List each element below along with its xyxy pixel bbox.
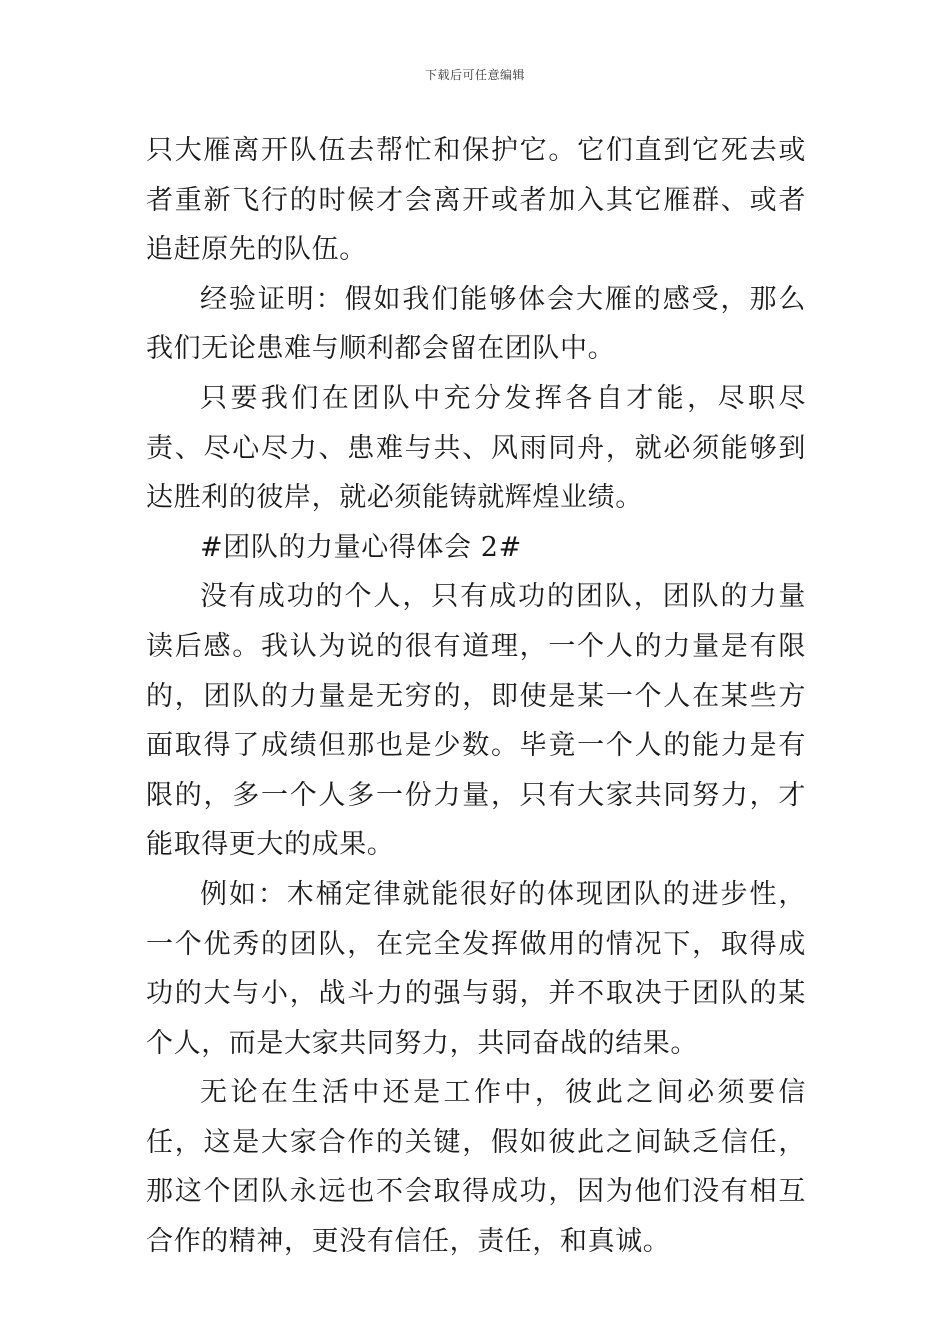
- page-header-note: 下载后可任意编辑: [424, 68, 525, 82]
- paragraph: 例如：木桶定律就能很好的体现团队的进步性，一个优秀的团队，在完全发挥做用的情况下，取得成功的大与小，战斗力的强与弱，并不取决于团队的某个人，而是大家共同努力，共同奋战的结果。: [146, 878, 806, 1059]
- paragraph: 只要我们在团队中充分发挥各自才能，尽职尽责、尽心尽力、患难与共、风雨同舟，就必须能够到达胜利的彼岸，就必须能铸就辉煌业绩。: [146, 382, 806, 514]
- document-body: [146, 126, 806, 1267]
- paragraph: 无论在生活中还是工作中，彼此之间必须要信任，这是大家合作的关键，假如彼此之间缺乏信任，那这个团队永远也不会取得成功，因为他们没有相互合作的精神，更没有信任，责任，和真诚。: [146, 1077, 806, 1258]
- paragraph: 经验证明：假如我们能够体会大雁的感受，那么我们无论患难与顺利都会留在团队中。: [146, 283, 806, 365]
- paragraph: 没有成功的个人，只有成功的团队，团队的力量读后感。我认为说的很有道理，一个人的力量是有限的，团队的力量是无穷的，即使是某一个人在某些方面取得了成绩但那也是少数。毕竟一个人的能力是有限的，多一个人多一份力量，只有大家共同努力，才能取得更大的成果。: [146, 581, 806, 861]
- paragraph: 只大雁离开队伍去帮忙和保护它。它们直到它死去或者重新飞行的时候才会离开或者加入其它雁群、或者追赶原先的队伍。: [146, 135, 806, 266]
- section-heading: #团队的力量心得体会 2#: [200, 531, 522, 563]
